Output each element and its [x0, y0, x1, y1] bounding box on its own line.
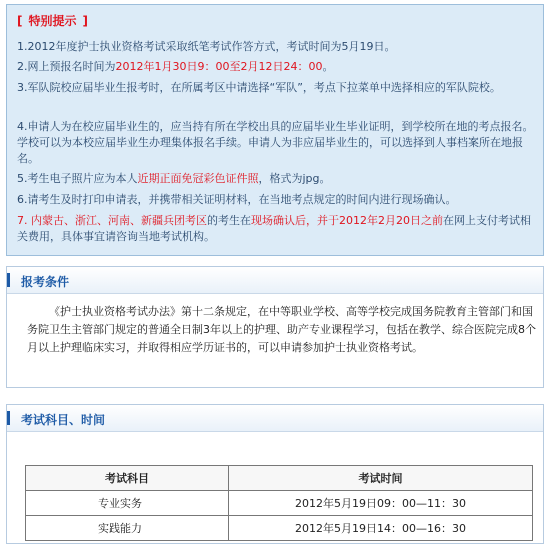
highlight-text: 内蒙古、浙江、河南、新疆兵团考区 — [27, 214, 207, 227]
schedule-header — [7, 405, 543, 432]
time-cell: 2012年5月19日14：00—16：30 — [229, 516, 533, 541]
notice-item-3 — [17, 80, 537, 96]
notice-item-7 — [17, 213, 537, 245]
notice-item-6 — [17, 192, 537, 208]
conditions-title: 报考条件 — [21, 275, 70, 289]
schedule-header-accent — [7, 411, 10, 425]
column-header-time: 考试时间 — [229, 466, 533, 491]
notice-item-1 — [17, 39, 537, 55]
column-header-subject: 考试科目 — [26, 466, 229, 491]
highlight-text: 7. — [17, 214, 28, 227]
conditions-section — [6, 266, 544, 388]
notice-text: 6.请考生及时打印申请表，并携带相关证明材料，在当地考点规定的时间内进行现场确认。 — [17, 193, 457, 206]
notice-text: 的考生在 — [207, 214, 251, 227]
subject-cell: 专业实务 — [26, 491, 229, 516]
notice-item-2 — [17, 59, 537, 75]
special-notice-box — [6, 4, 544, 256]
notice-text: 5.考生电子照片应为本人 — [17, 172, 138, 185]
highlight-text: 近期正面免冠彩色证件照 — [137, 172, 259, 185]
notice-title-open-bracket: [ — [17, 14, 23, 28]
subject-cell: 实践能力 — [26, 516, 229, 541]
schedule-title: 考试科目、时间 — [21, 413, 106, 427]
table-header-row — [26, 466, 533, 491]
conditions-header — [7, 267, 543, 294]
schedule-table — [25, 465, 533, 541]
notice-title — [17, 12, 88, 29]
conditions-header-accent — [7, 273, 10, 287]
notice-text: 。 — [322, 60, 334, 73]
notice-text: 在网上支付考试相关费用，具体事宜请咨询当地考试机构。 — [17, 214, 531, 243]
notice-text: 1.2012年度护士执业资格考试采取纸笔考试作答方式，考试时间为5月19日。 — [17, 40, 396, 53]
conditions-text: 《护士执业资格考试办法》第十二条规定，在中等职业学校、高等学校完成国务院教育主管部门和国务院卫生主管部门规定的普通全日制3年以上的护理、助产专业课程学习，包括在教学、综合医院完成8个月以上护理临床实习，并取得相应学历证书的，可以申请参加护士执业资格考试。 — [27, 305, 536, 354]
schedule-section — [6, 404, 544, 544]
table-row — [26, 516, 533, 541]
notice-item-5 — [17, 171, 537, 187]
notice-text: ，格式为jpg。 — [258, 172, 331, 185]
notice-title-close-bracket: ] — [82, 14, 88, 28]
time-cell: 2012年5月19日09：00—11：30 — [229, 491, 533, 516]
highlight-text: 2012年1月30日9：00至2月12日24：00 — [115, 60, 323, 73]
notice-text: 4.申请人为在校应届毕业生的，应当持有所在学校出具的应届毕业生毕业证明，到学校所在地的考点报名。学校可以为本校应届毕业生办理集体报名手续。申请人为非应届毕业生的，可以选择到人事档案所在地报名。 — [17, 120, 534, 165]
notice-title-text: 特别提示 — [28, 14, 77, 28]
notice-text: 3.军队院校应届毕业生报考时，在所属考区中请选择“军队”，考点下拉菜单中选择相应的军队院校。 — [17, 81, 501, 94]
notice-item-4 — [17, 119, 537, 167]
notice-text: 2.网上预报名时间为 — [17, 60, 116, 73]
highlight-text: 现场确认后，并于2012年2月20日之前 — [251, 214, 443, 227]
table-row — [26, 491, 533, 516]
